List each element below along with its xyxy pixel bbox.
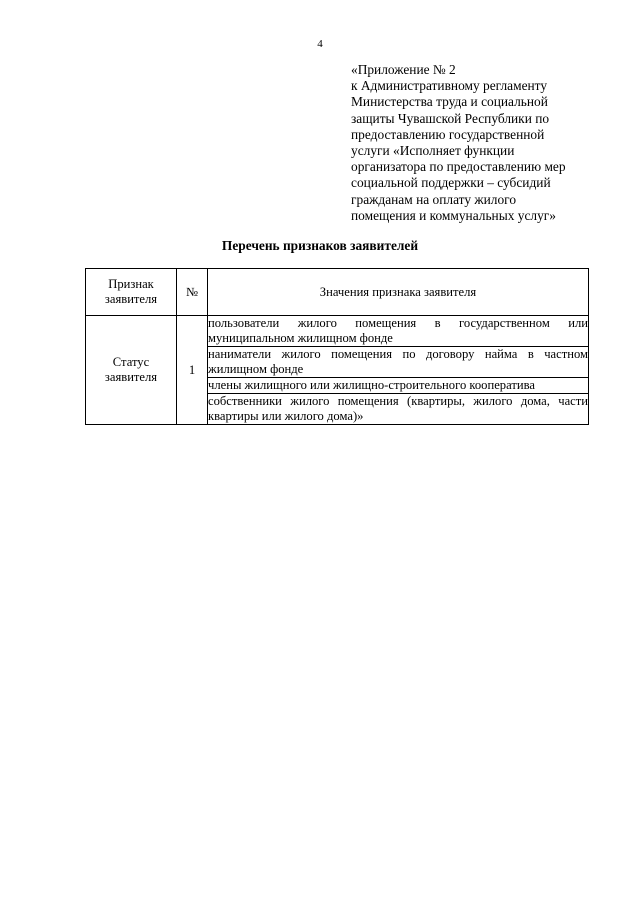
- appendix-line: организатора по предоставлению мер: [351, 159, 566, 175]
- appendix-line: услуги «Исполняет функции: [351, 143, 515, 159]
- header-number: №: [177, 269, 208, 316]
- cell-number: 1: [177, 316, 208, 425]
- table-header-row: [86, 269, 589, 316]
- table-row: [86, 316, 589, 347]
- header-sign-line: Признак: [108, 277, 154, 291]
- appendix-header: [351, 62, 611, 224]
- cell-value: члены жилищного или жилищно-строительного кооператива: [208, 378, 589, 394]
- appendix-line: социальной поддержки – субсидий: [351, 175, 551, 191]
- appendix-line: гражданам на оплату жилого: [351, 191, 517, 207]
- appendix-line: к Административному регламенту: [351, 78, 548, 94]
- appendix-line: защиты Чувашской Республики по: [351, 110, 550, 126]
- cell-value: собственники жилого помещения (квартиры, жилого дома, части квартиры или жилого дома)»: [208, 394, 588, 423]
- applicant-criteria-table: [85, 268, 589, 425]
- cell-sign-line: Статус: [112, 355, 150, 369]
- page-number: 4: [317, 38, 323, 50]
- cell-sign-line: заявителя: [104, 370, 158, 384]
- cell-value: пользователи жилого помещения в государственном или муниципальном жилищном фонде: [208, 316, 588, 345]
- appendix-line: «Приложение № 2: [351, 62, 456, 77]
- appendix-line: предоставлению государственной: [351, 126, 545, 142]
- header-sign: [86, 269, 177, 316]
- appendix-line: помещения и коммунальных услуг»: [351, 207, 556, 223]
- document-title: Перечень признаков заявителей: [221, 238, 419, 253]
- cell-value: наниматели жилого помещения по договору найма в частном жилищном фонде: [208, 347, 588, 376]
- header-values: Значения признака заявителя: [208, 269, 589, 316]
- header-sign-line: заявителя: [104, 292, 158, 306]
- cell-sign: [86, 316, 177, 425]
- appendix-line: Министерства труда и социальной: [351, 94, 548, 110]
